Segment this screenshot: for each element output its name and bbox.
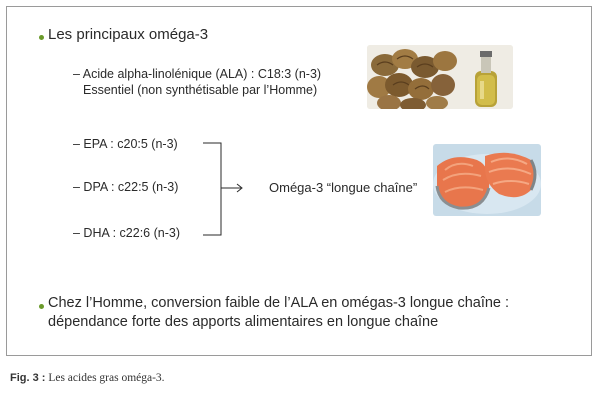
conversion-line1: Chez l’Homme, conversion faible de l’ALA en omégas-3 longue chaîne : <box>48 295 510 311</box>
dpa-line: – DPA : c22:5 (n-3) <box>73 180 179 194</box>
ala-line1: – Acide alpha-linolénique (ALA) : C18:3 (n-3) <box>73 67 322 81</box>
heading-conversion <box>39 294 509 313</box>
long-chain-label: Oméga-3 “longue chaîne” <box>269 180 418 195</box>
dha-line: – DHA : c22:6 (n-3) <box>73 226 180 240</box>
figure-caption <box>10 372 165 384</box>
section1-title: Les principaux oméga-3 <box>48 26 209 43</box>
figure-panel <box>6 6 592 356</box>
caption-label: Fig. 3 : <box>10 372 46 384</box>
bracket-arrow <box>201 137 261 243</box>
epa-line: – EPA : c20:5 (n-3) <box>73 137 178 151</box>
caption-text: Les acides gras oméga-3. <box>45 372 165 384</box>
heading-principal-omega3 <box>39 25 208 44</box>
bullet-icon <box>39 304 44 309</box>
ala-line2: Essentiel (non synthétisable par l’Homme) <box>83 83 318 97</box>
conversion-line2: dépendance forte des apports alimentaires en longue chaîne <box>48 314 439 330</box>
salmon-steaks-photo <box>433 144 541 216</box>
bullet-icon <box>39 35 44 40</box>
walnuts-and-oil-photo <box>367 45 513 109</box>
